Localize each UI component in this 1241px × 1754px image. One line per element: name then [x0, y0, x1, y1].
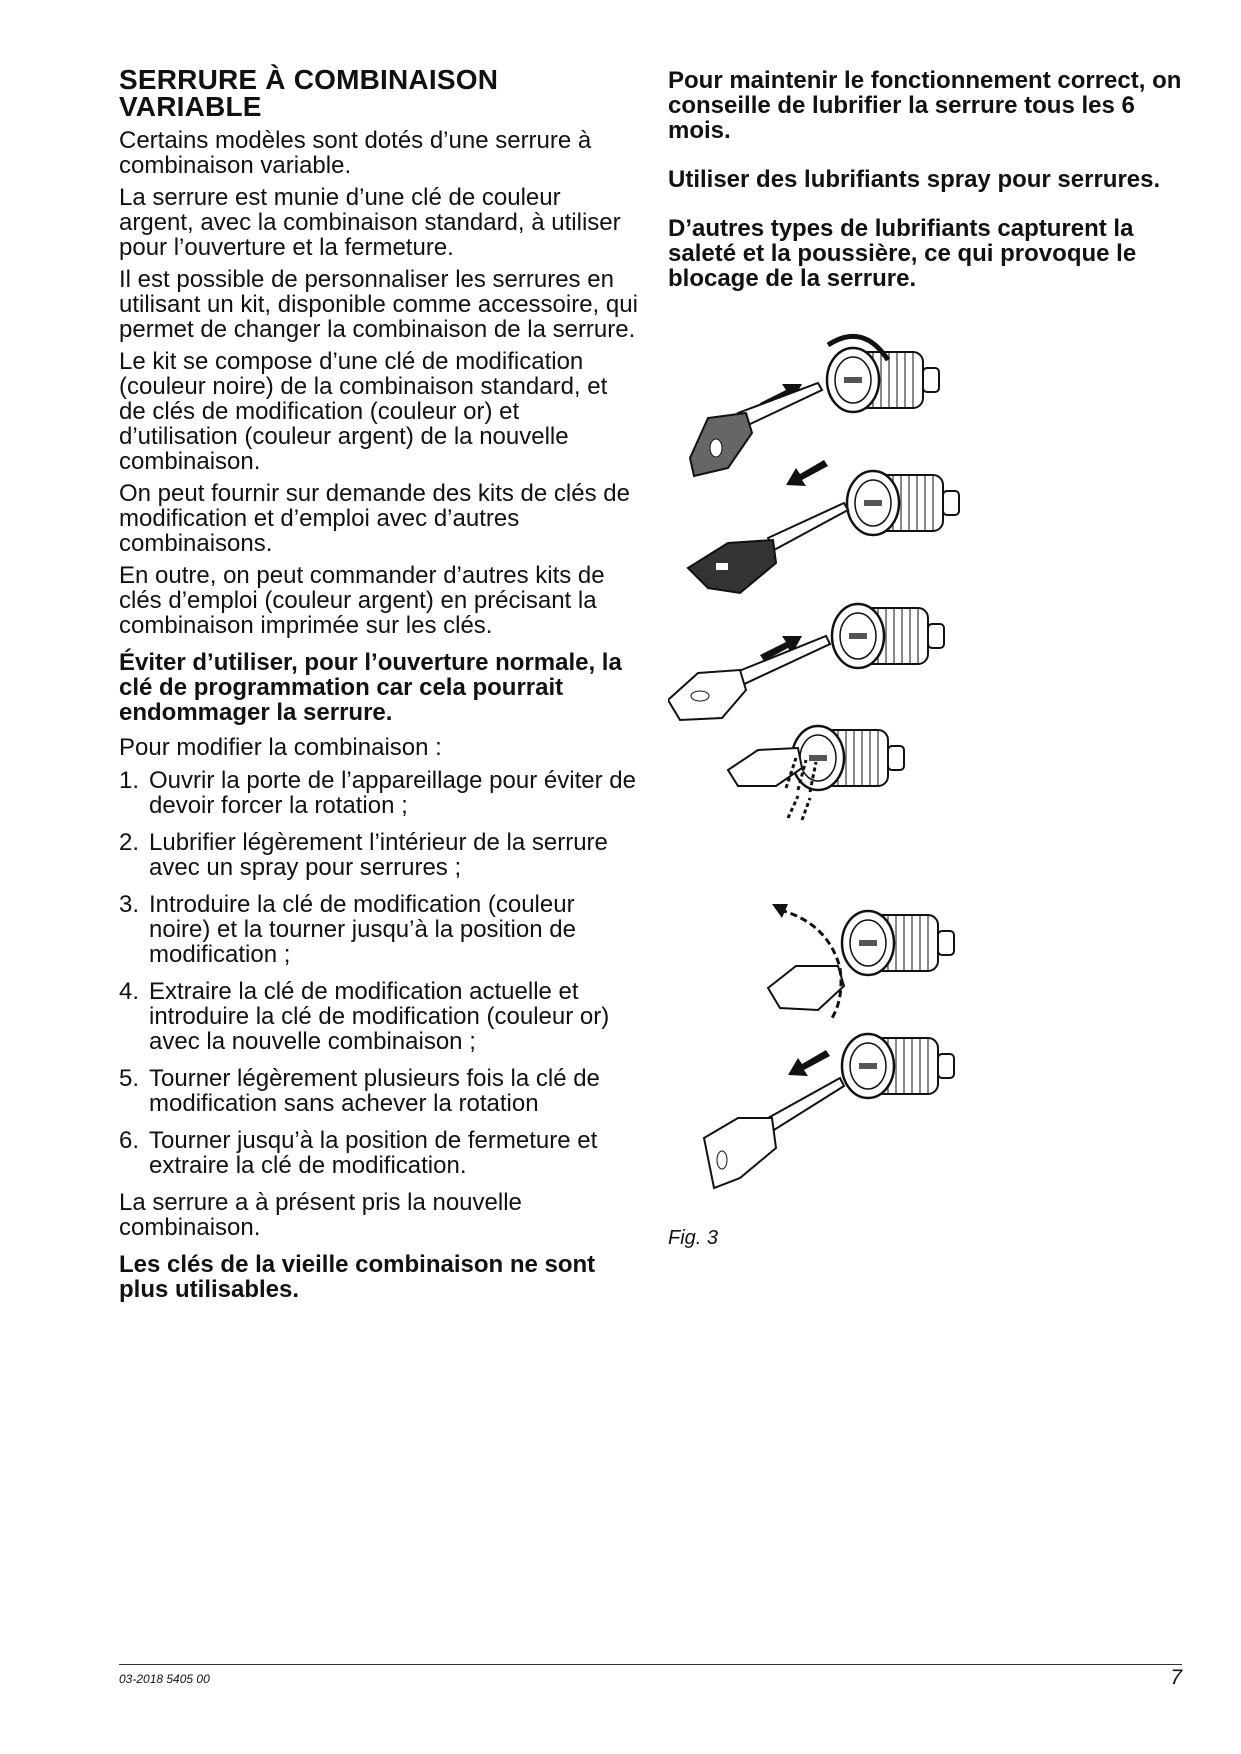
procedure-step	[119, 892, 639, 967]
step-number: 2.	[119, 829, 140, 856]
arrow-extract-icon	[788, 1050, 830, 1076]
document-code: 03-2018 5405 00	[119, 1672, 210, 1686]
step-text: Introduire la clé de modification (couleur noire) et la tourner jusqu’à la position de modification ;	[149, 891, 576, 968]
procedure-step	[119, 1128, 639, 1178]
page-number: 7	[1170, 1666, 1182, 1689]
procedure-steps	[119, 768, 639, 1178]
lock-cylinder-step-4	[792, 726, 904, 790]
paragraph-kit-supply: On peut fournir sur demande des kits de clés de modification et d’emploi avec d’autres combinaisons.	[119, 480, 630, 557]
right-column	[668, 68, 1188, 315]
figure-caption: Fig. 3	[668, 1227, 719, 1249]
step-text: Tourner jusqu’à la position de fermeture et extraire la clé de modification.	[149, 1127, 598, 1179]
key-step-6	[704, 1078, 844, 1188]
spray-note: Utiliser des lubrifiants spray pour serrures.	[668, 166, 1161, 193]
paragraph-kit-order: En outre, on peut commander d’autres kits de clés d’emploi (couleur argent) en précisant la combinaison imprimée sur les clés.	[119, 562, 605, 639]
footer-divider	[119, 1664, 1182, 1665]
paragraph-kit-customize: Il est possible de personnaliser les serrures en utilisant un kit, disponible comme accessoire, qui permet de changer la combinaison de la serrure.	[119, 266, 638, 343]
procedure-step	[119, 768, 639, 818]
key-step-4	[728, 748, 802, 786]
procedure-step	[119, 979, 639, 1054]
result-text: La serrure a à présent pris la nouvelle combinaison.	[119, 1189, 522, 1241]
procedure-step	[119, 1066, 639, 1116]
step-number: 5.	[119, 1065, 140, 1092]
paragraph-kit-contents: Le kit se compose d’une clé de modification (couleur noire) de la combinaison standard, et de clés de modification (couleur or) et d’utilisation (couleur argent) de la nouvelle combinaison.	[119, 348, 608, 475]
other-lubricants-note: D’autres types de lubrifiants capturent la saleté et la poussière, ce qui provoque le blocage de la serrure.	[668, 215, 1137, 292]
key-step-5	[768, 966, 844, 1010]
left-column	[119, 66, 639, 1312]
step-number: 1.	[119, 767, 140, 794]
lock-cylinder-step-6	[842, 1034, 954, 1098]
lock-key-illustration	[668, 318, 1008, 1238]
key-step-2	[688, 503, 848, 593]
section-heading: SERRURE À COMBINAISON VARIABLE	[119, 64, 499, 122]
step-number: 6.	[119, 1127, 140, 1154]
key-step-3	[668, 636, 830, 720]
lock-cylinder-step-2	[847, 471, 959, 535]
lubrication-note: Pour maintenir le fonctionnement correct, on conseille de lubrifier la serrure tous les 6 mois.	[668, 67, 1182, 144]
paragraph-key-description: La serrure est munie d’une clé de couleur argent, avec la combinaison standard, à utiliser pour l’ouverture et la fermeture.	[119, 184, 621, 261]
key-step-1	[690, 383, 822, 476]
lock-cylinder-step-5	[842, 911, 954, 975]
step-text: Extraire la clé de modification actuelle et introduire la clé de modification (couleur or) avec la nouvelle combinaison ;	[149, 978, 610, 1055]
warning-text: Éviter d’utiliser, pour l’ouverture normale, la clé de programmation car cela pourrait endommager la serrure.	[119, 649, 622, 726]
step-number: 3.	[119, 891, 140, 918]
arrow-extract-icon	[786, 460, 828, 486]
final-note: Les clés de la vieille combinaison ne sont plus utilisables.	[119, 1251, 596, 1303]
step-text: Ouvrir la porte de l’appareillage pour éviter de devoir forcer la rotation ;	[149, 767, 636, 819]
procedure-step	[119, 830, 639, 880]
paragraph-intro: Certains modèles sont dotés d’une serrure à combinaison variable.	[119, 127, 592, 179]
step-text: Tourner légèrement plusieurs fois la clé de modification sans achever la rotation	[149, 1065, 600, 1117]
lock-cylinder-step-3	[832, 604, 944, 668]
procedure-intro: Pour modifier la combinaison :	[119, 734, 442, 761]
step-text: Lubrifier légèrement l’intérieur de la serrure avec un spray pour serrures ;	[149, 829, 608, 881]
step-number: 4.	[119, 978, 140, 1005]
lock-cylinder-step-1	[827, 336, 939, 412]
